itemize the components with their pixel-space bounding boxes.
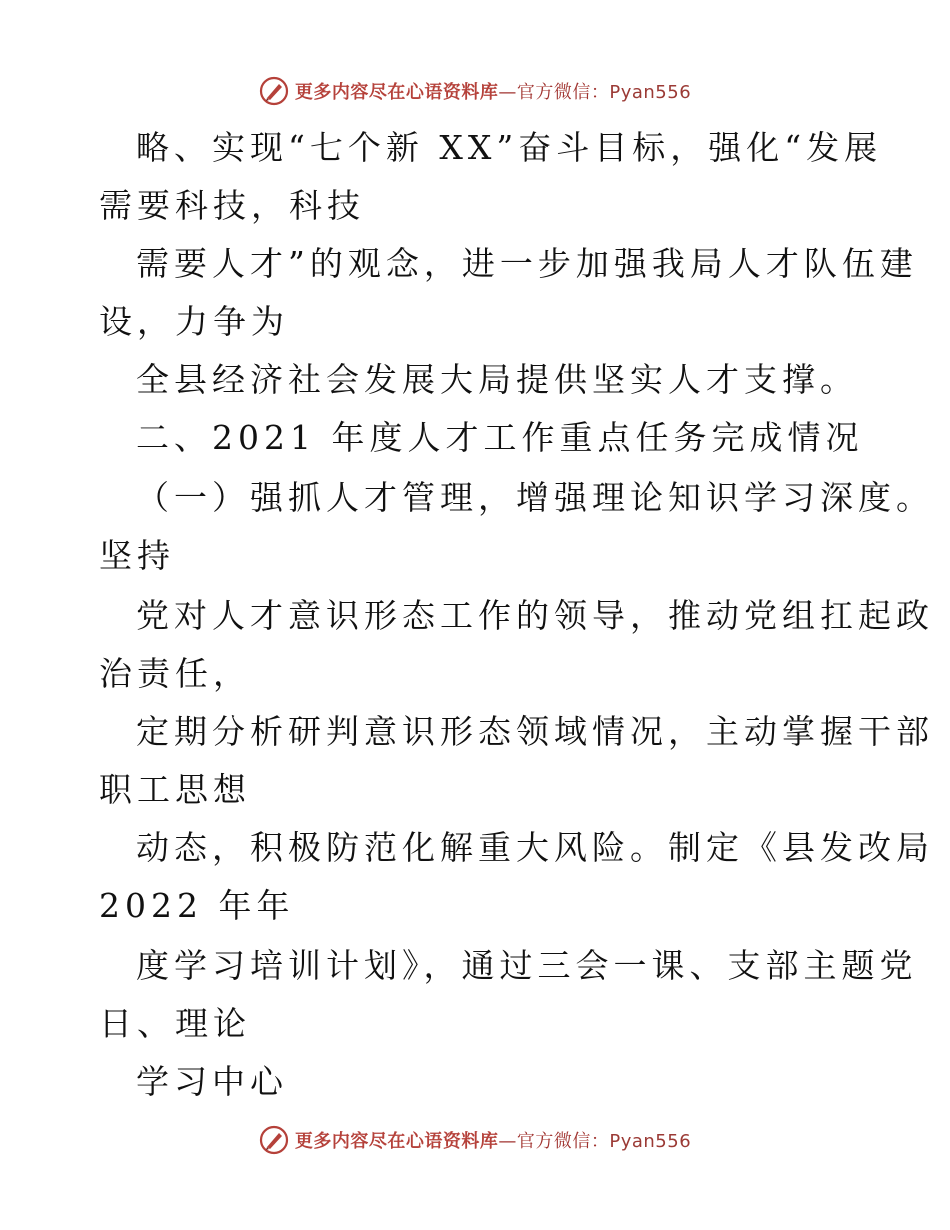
pen-logo-icon (259, 1125, 289, 1155)
watermark-contact: 官方微信： (516, 82, 610, 103)
pen-logo-icon (259, 76, 289, 106)
text-line: 略、实现“七个新 XX”奋斗目标，强化“发展 (136, 128, 883, 167)
watermark-separator: — (498, 1131, 517, 1152)
text-line: 全县经济社会发展大局提供坚实人才支撑。 (136, 360, 858, 399)
text-line: 治责任， (99, 654, 251, 693)
text-line: 二、2021 年度人才工作重点任务完成情况 (136, 418, 864, 457)
header-watermark (0, 71, 950, 111)
text-line: 度学习培训计划》，通过三会一课、支部主题党 (136, 946, 918, 985)
text-line: （一）强抓人才管理，增强理论知识学习深度。 (136, 478, 934, 517)
text-line: 职工思想 (99, 770, 251, 809)
footer-watermark (0, 1120, 950, 1160)
text-line: 日、理论 (99, 1004, 251, 1043)
watermark-text (295, 1127, 691, 1153)
watermark-contact: 官方微信： (516, 1131, 610, 1152)
text-line: 学习中心 (136, 1062, 288, 1101)
text-line: 设，力争为 (99, 302, 289, 341)
text-line: 党对人才意识形态工作的领导，推动党组扛起政 (136, 596, 934, 635)
text-line: 需要人才”的观念，进一步加强我局人才队伍建 (136, 244, 918, 283)
text-line: 动态，积极防范化解重大风险。制定《县发改局 (136, 828, 934, 867)
watermark-brand: 更多内容尽在心语资料库 (294, 1131, 499, 1152)
text-line: 定期分析研判意识形态领域情况，主动掌握干部 (136, 712, 934, 751)
watermark-id: Pyan556 (609, 82, 692, 103)
watermark-text (295, 78, 691, 104)
watermark-brand: 更多内容尽在心语资料库 (294, 82, 499, 103)
text-line: 2022 年年 (99, 886, 295, 925)
watermark-separator: — (498, 82, 517, 103)
text-line: 坚持 (99, 536, 175, 575)
text-line: 需要科技，科技 (99, 186, 365, 225)
watermark-id: Pyan556 (609, 1131, 692, 1152)
